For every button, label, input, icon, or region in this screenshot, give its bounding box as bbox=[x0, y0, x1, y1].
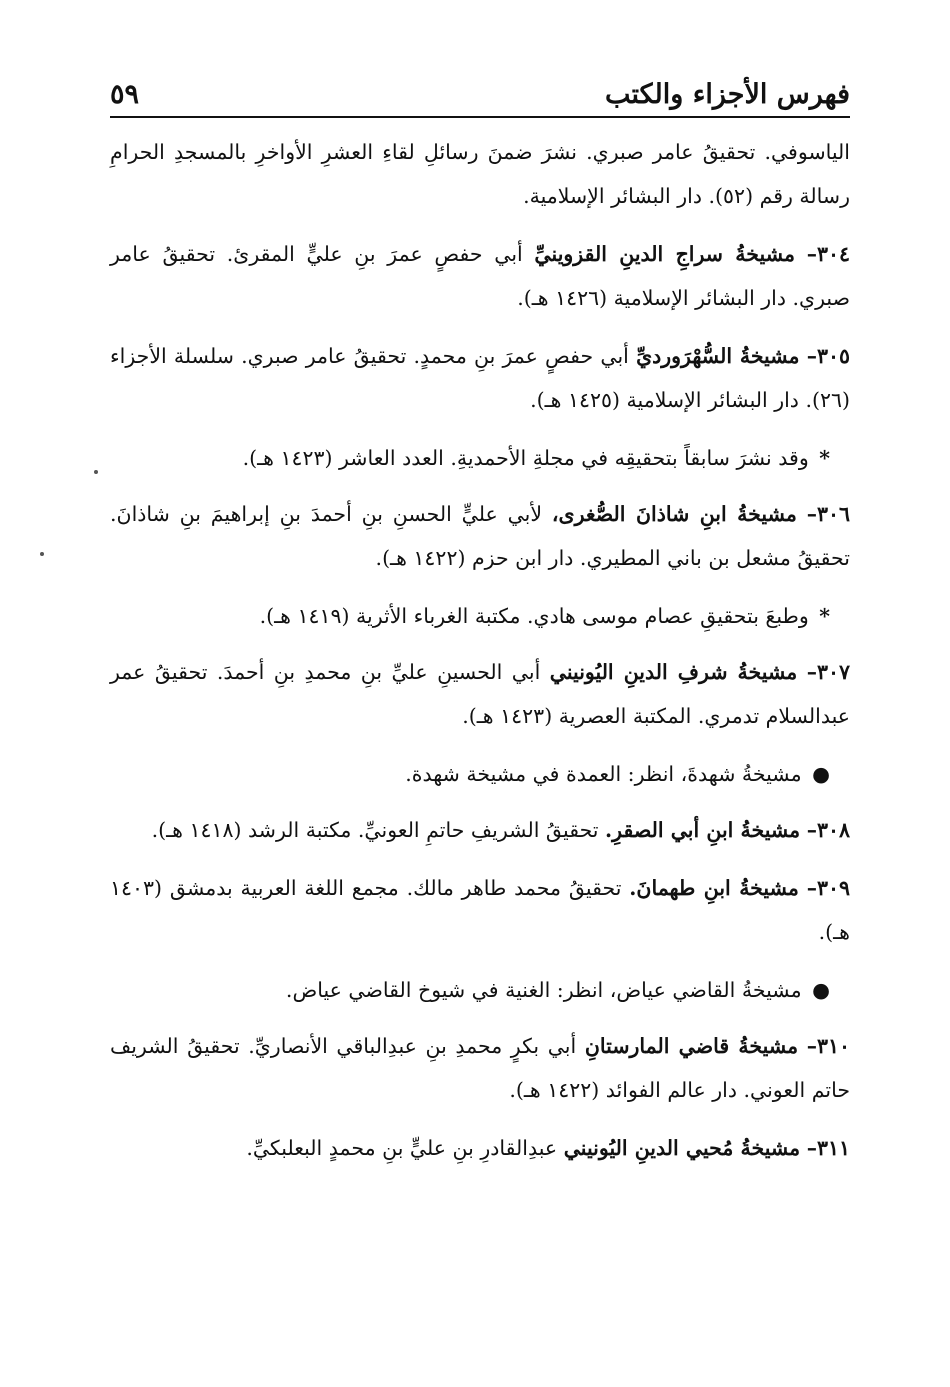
bullet-marker: ● bbox=[812, 978, 830, 1002]
entry-text: أبي حفصٍ عمرَ بنِ عليٍّ المقرئ. تحقيقُ عامر صبري. دار البشائر الإسلامية (١٤٢٦ هـ). bbox=[110, 242, 850, 310]
entry-text: الياسوفي. تحقيقُ عامر صبري. نشرَ ضمنَ رسائلِ لقاءِ العشرِ الأواخرِ بالمسجدِ الحرامِ رسالة رقم (٥٢). دار البشائر الإسلامية. bbox=[110, 140, 850, 208]
running-title: فهرس الأجزاء والكتب bbox=[604, 79, 850, 110]
entry-text: عبدِالقادرِ بنِ عليٍّ بنِ محمدٍ البعلبكيِّ. bbox=[246, 1136, 558, 1160]
page-header bbox=[110, 66, 850, 110]
page-number: ٥٩ bbox=[110, 79, 140, 110]
asterisk-marker: * bbox=[819, 604, 830, 628]
index-entry-310 bbox=[110, 1024, 850, 1112]
note-text: وقد نشرَ سابقاً بتحقيقِه في مجلةِ الأحمديةِ. العدد العاشر (١٤٢٣ هـ). bbox=[242, 446, 809, 470]
asterisk-marker: * bbox=[819, 446, 830, 470]
entry-title: مشيخةُ مُحيي الدينِ اليُونيني bbox=[563, 1136, 801, 1160]
entry-text: تحقيقُ الشريفِ حاتمِ العونيِّ. مكتبة الرشد (١٤١٨ هـ). bbox=[151, 818, 599, 842]
index-entry-311 bbox=[110, 1126, 850, 1170]
index-entry-308 bbox=[110, 808, 850, 852]
entry-title: مشيخةُ ابنِ طهمانَ. bbox=[629, 876, 799, 900]
entry-title: مشيخةُ ابنِ شاذانَ الصُّغرى، bbox=[551, 502, 797, 526]
index-entry-304 bbox=[110, 232, 850, 320]
index-entry-307 bbox=[110, 650, 850, 738]
entry-number: ٣١٠– bbox=[806, 1034, 850, 1058]
entry-number: ٣٠٧– bbox=[806, 660, 850, 684]
bullet-cross-reference bbox=[110, 752, 850, 796]
index-entry-305 bbox=[110, 334, 850, 422]
entry-title: مشيخةُ السُّهْرَورديِّ bbox=[636, 344, 800, 368]
scan-speck bbox=[40, 552, 44, 556]
bullet-marker: ● bbox=[812, 762, 830, 786]
star-note bbox=[110, 436, 850, 480]
entry-title: مشيخةُ قاضي المارستانِ bbox=[584, 1034, 799, 1058]
note-text: وطبعَ بتحقيقِ عصام موسى هادي. مكتبة الغرباء الأثرية (١٤١٩ هـ). bbox=[259, 604, 809, 628]
entry-text: أبي حفصٍ عمرَ بنِ محمدٍ. تحقيقُ عامر صبري. سلسلة الأجزاء (٢٦). دار البشائر الإسلامية (١٤٢٥ هـ). bbox=[110, 344, 850, 412]
entry-text: أبي الحسينِ عليِّ بنِ محمدِ بنِ أحمدَ. تحقيقُ عمر عبدالسلام تدمري. المكتبة العصرية (١٤٢٣ هـ). bbox=[110, 660, 850, 728]
entry-title: مشيخةُ سراجِ الدينِ القزوينيِّ bbox=[534, 242, 795, 266]
entry-title: مشيخةُ شرفِ الدينِ اليُونيني bbox=[549, 660, 798, 684]
entry-number: ٣٠٥– bbox=[806, 344, 850, 368]
bullet-cross-reference bbox=[110, 968, 850, 1012]
continuation-paragraph bbox=[110, 130, 850, 218]
scan-speck bbox=[94, 470, 98, 474]
entry-number: ٣٠٦– bbox=[806, 502, 850, 526]
entry-number: ٣٠٩– bbox=[806, 876, 850, 900]
entry-number: ٣٠٨– bbox=[806, 818, 850, 842]
index-entry-309 bbox=[110, 866, 850, 954]
star-note bbox=[110, 594, 850, 638]
index-entries bbox=[110, 130, 850, 1184]
note-text: مشيخةُ القاضي عياض، انظر: الغنية في شيوخ القاضي عياض. bbox=[285, 978, 802, 1002]
index-entry-306 bbox=[110, 492, 850, 580]
entry-text: لأبي عليٍّ الحسنِ بنِ أحمدَ بنِ إبراهيمَ بنِ شاذانَ. تحقيقُ مشعل بن باني المطيري. دار ابن حزم (١٤٢٢ هـ). bbox=[110, 502, 850, 570]
note-text: مشيخةُ شهدةَ، انظر: العمدة في مشيخة شهدة. bbox=[405, 762, 802, 786]
header-rule bbox=[110, 116, 850, 118]
entry-number: ٣١١– bbox=[806, 1136, 850, 1160]
entry-title: مشيخةُ ابنِ أبي الصقرِ. bbox=[605, 818, 801, 842]
entry-text: تحقيقُ محمد طاهر مالك. مجمع اللغة العربية بدمشق (١٤٠٣ هـ). bbox=[110, 876, 850, 944]
entry-number: ٣٠٤– bbox=[806, 242, 850, 266]
entry-text: أبي بكرٍ محمدِ بنِ عبدِالباقي الأنصاريِّ. تحقيقُ الشريف حاتم العوني. دار عالم الفوائد (١٤٢٢ هـ). bbox=[110, 1034, 850, 1102]
